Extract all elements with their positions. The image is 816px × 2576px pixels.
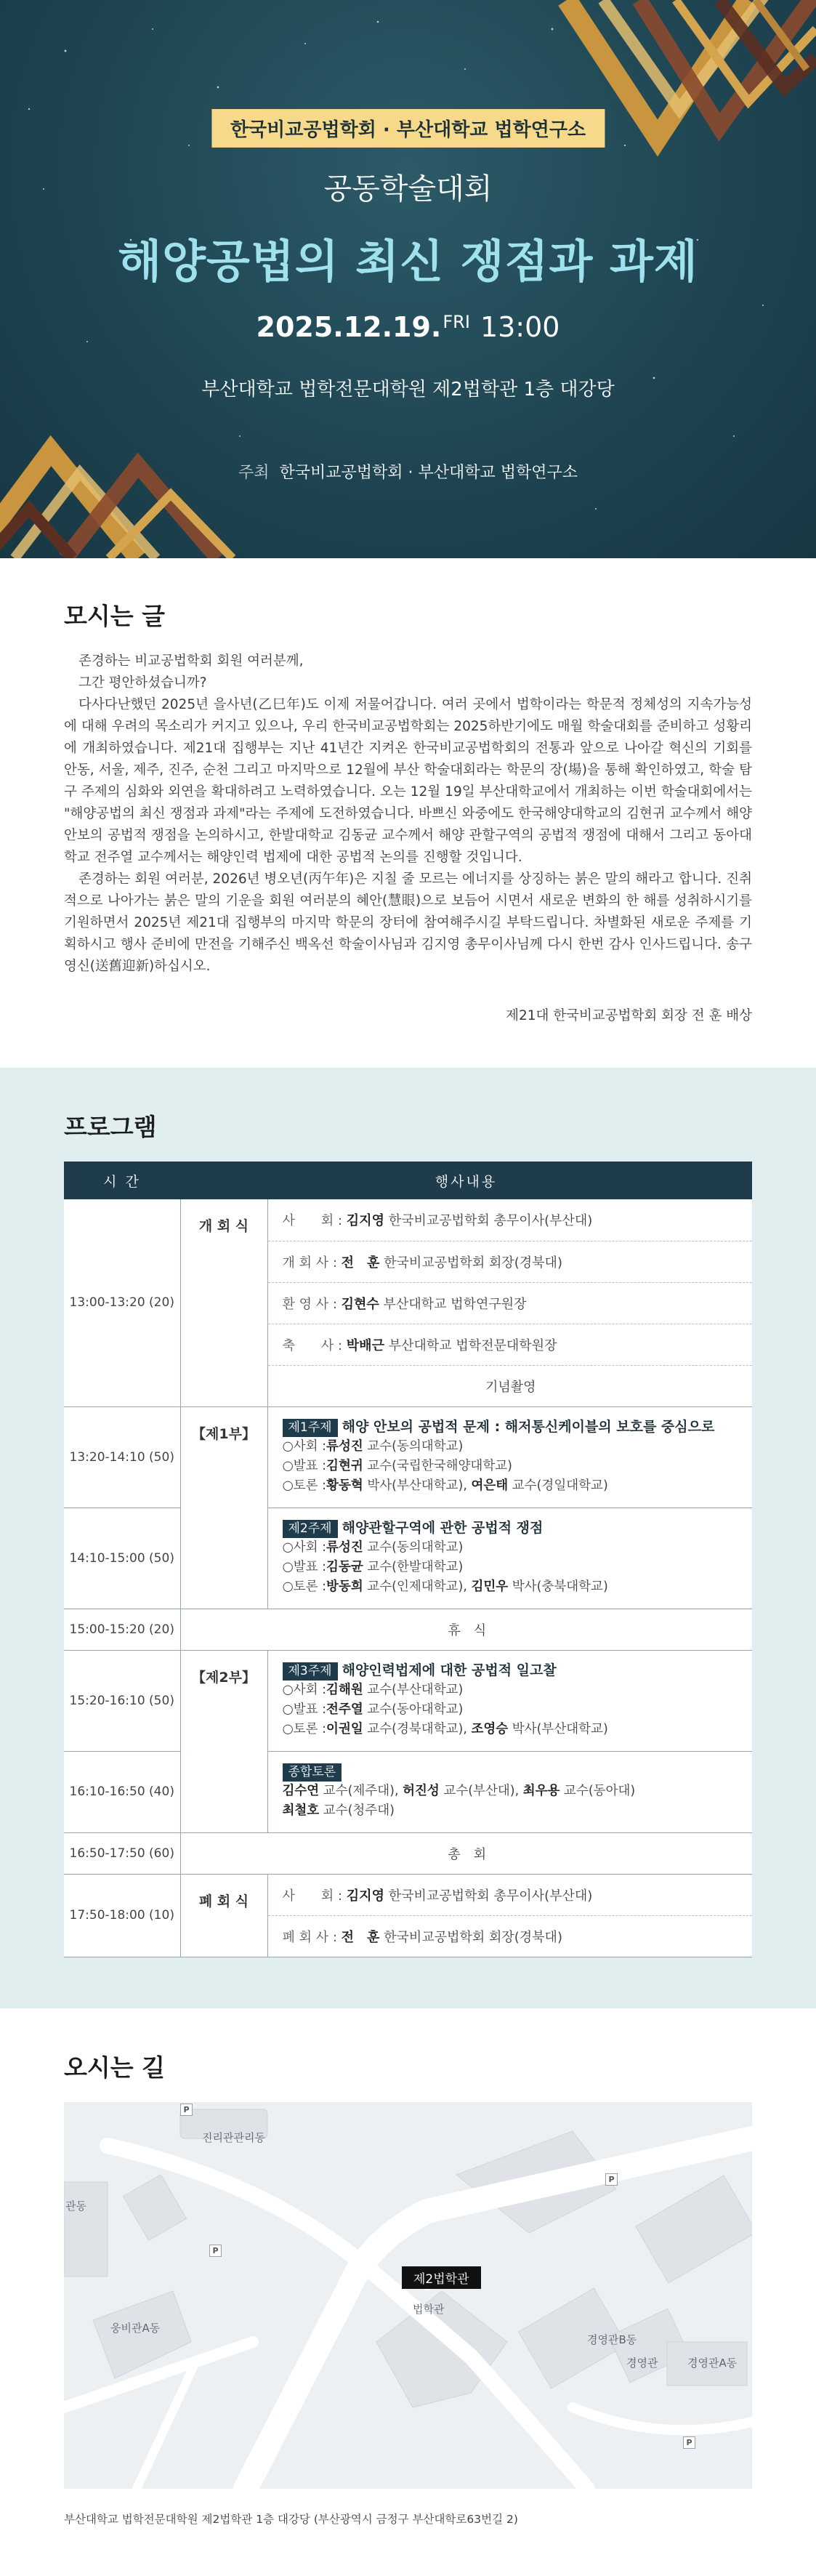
map-label-beophak: 법학관 [413, 2302, 445, 2316]
hero-banner [0, 0, 816, 558]
discussant-line: ○토론 :방동희 교수(인제대학교), 김민우 박사(충북대학교) [282, 1579, 608, 1594]
directions-title: 오시는 길 [64, 2053, 166, 2082]
event-time: 13:00 [480, 311, 560, 343]
role-line: 축 사 : 박배근 부산대학교 법학전문대학원장 [267, 1324, 752, 1365]
time-cell: 14:10-15:00 (50) [64, 1508, 180, 1609]
session-cell: 【제2부】 [180, 1650, 267, 1832]
organizer-badge: 한국비교공법학회 · 부산대학교 법학연구소 [211, 109, 605, 148]
parking-icon: P [209, 2245, 222, 2257]
topic-title: 해양인력법제에 대한 공법적 일고찰 [342, 1662, 557, 1678]
map-label-ungbi: 웅비관A동 [110, 2321, 161, 2335]
topic-tag: 제2주제 [283, 1520, 338, 1538]
topic-tag: 제1주제 [283, 1419, 338, 1437]
event-datetime [0, 311, 816, 343]
parking-icon: P [180, 2104, 193, 2116]
photo-session: 기념촬영 [267, 1365, 752, 1406]
table-row [64, 1609, 752, 1650]
topic-tag: 종합토론 [283, 1763, 342, 1782]
campus-map[interactable] [64, 2102, 752, 2489]
program-table [64, 1162, 752, 1957]
topic-cell [267, 1650, 752, 1751]
header-time: 시 간 [64, 1162, 180, 1199]
host-label: 주최 [238, 464, 270, 482]
map-label-kyungyeong-b: 경영관B동 [587, 2333, 637, 2346]
event-day-of-week: FRI [443, 312, 470, 332]
moderator-line: ○사회 :류성진 교수(동의대학교) [282, 1539, 464, 1555]
program-section [0, 1068, 816, 2008]
greeting-paragraph-1: 다사다난했던 2025년 을사년(乙巳年)도 이제 저물어갑니다. 여러 곳에서 법학이라는 학문적 정체성의 지속가능성에 대해 우려의 목소리가 커지고 있으나, 우리 한국비교공법학회는 2025하반기에도 매월 학술대회를 준비하고 성황리에 개최하였습니다. 제21대 집행부는 지난 41년간 지켜온 한국비교공법학회의 전통과 앞으로 나아갈 혁신의 기회를 안동, 서울, 제주, 진주, 순천 그리고 마지막으로 12월에 부산 학술대회라는 학문의 장(場)을 통해 확인하였고, 학술 탐구 주제의 심화와 외연을 확대하려고 노력하였습니다. 오는 12월 19일 부산대학교에서 개최하는 이번 학술대회에서는 "해양공법의 최신 쟁점과 과제"라는 주제에 도전하였습니다. 바쁘신 와중에도 한국해양대학교의 김현귀 교수께서 해양안보의 공법적 쟁점을 논의하시고, 한발대학교 김동균 교수께서 해양 관할구역의 공법적 쟁점에 대해서 그리고 동아대학교 전주열 교수께서는 해양인력 법제에 대한 공법적 논의를 진행할 것입니다. [64, 697, 752, 865]
topic-cell [267, 1508, 752, 1609]
venue-marker[interactable]: 제2법학관 [402, 2266, 481, 2289]
table-row [64, 1874, 752, 1915]
break-cell: 휴 식 [180, 1609, 752, 1650]
parking-icon: P [605, 2173, 618, 2186]
time-cell: 17:50-18:00 (10) [64, 1874, 180, 1957]
role-line: 개 회 사 : 전 훈 한국비교공법학회 회장(경북대) [267, 1241, 752, 1282]
time-cell: 15:00-15:20 (20) [64, 1609, 180, 1650]
discussant-line: ○토론 :황동혁 박사(부산대학교), 여은태 교수(경일대학교) [282, 1478, 608, 1493]
presenter-line: ○발표 :전주열 교수(동아대학교) [282, 1702, 464, 1717]
topic-cell [267, 1406, 752, 1508]
time-cell: 16:50-17:50 (60) [64, 1832, 180, 1874]
topic-title: 해양관할구역에 관한 공법적 쟁점 [342, 1519, 544, 1536]
time-cell: 16:10-16:50 (40) [64, 1751, 180, 1832]
topic-title: 해양 안보의 공법적 문제 : 해저통신케이블의 보호를 중심으로 [342, 1418, 715, 1435]
greeting-section [0, 558, 816, 1068]
host-organizations: 한국비교공법학회 · 부산대학교 법학연구소 [279, 464, 578, 482]
parking-icon: P [683, 2436, 695, 2449]
table-row [64, 1650, 752, 1751]
greeting-salutation: 존경하는 비교공법학회 회원 여러분께, [78, 653, 304, 669]
table-row [64, 1406, 752, 1508]
map-drawing [64, 2102, 752, 2489]
presenter-line: ○발표 :김현귀 교수(국립한국해양대학교) [282, 1458, 512, 1473]
time-cell: 15:20-16:10 (50) [64, 1650, 180, 1751]
session-cell: 폐 회 식 [180, 1874, 267, 1957]
event-date: 2025.12.19. [256, 311, 442, 343]
header-content: 행사내용 [180, 1162, 752, 1199]
table-header-row [64, 1162, 752, 1199]
session-cell: 개 회 식 [180, 1199, 267, 1406]
table-row [64, 1751, 752, 1832]
presenter-line: ○발표 :김동균 교수(한발대학교) [282, 1559, 464, 1574]
moderator-line: ○사회 :김해원 교수(부산대학교) [282, 1682, 464, 1697]
map-label-gwandong: 관동 [65, 2199, 86, 2213]
table-row [64, 1508, 752, 1609]
venue-address: 부산대학교 법학전문대학원 제2법학관 1층 대강당 (부산광역시 금정구 부산대학로63번길 2) [64, 2512, 518, 2526]
event-host [0, 460, 816, 483]
role-line: 폐 회 사 : 전 훈 한국비교공법학회 회장(경북대) [267, 1915, 752, 1957]
event-venue: 부산대학교 법학전문대학원 제2법학관 1층 대강당 [201, 379, 615, 401]
role-line: 사 회 : 김지영 한국비교공법학회 총무이사(부산대) [267, 1199, 752, 1241]
time-cell: 13:20-14:10 (50) [64, 1406, 180, 1508]
directions-section [0, 2008, 816, 2556]
role-line: 사 회 : 김지영 한국비교공법학회 총무이사(부산대) [267, 1874, 752, 1915]
greeting-title: 모시는 글 [64, 602, 166, 630]
session-cell: 【제1부】 [180, 1406, 267, 1609]
discussion-panel-line: 김수연 교수(제주대), 허진성 교수(부산대), 최우용 교수(동아대) [282, 1783, 636, 1798]
greeting-signature: 제21대 한국비교공법학회 회장 전 훈 배상 [506, 1008, 752, 1023]
program-title: 프로그램 [64, 1113, 157, 1141]
time-cell: 13:00-13:20 (20) [64, 1199, 180, 1406]
moderator-line: ○사회 :류성진 교수(동의대학교) [282, 1438, 464, 1454]
map-label-kyungyeong: 경영관 [626, 2356, 658, 2370]
table-row [64, 1832, 752, 1874]
map-label-kyungyeong-a: 경영관A동 [687, 2356, 738, 2370]
event-subtitle: 공동학술대회 [323, 172, 493, 206]
role-line: 환 영 사 : 김현수 부산대학교 법학연구원장 [267, 1282, 752, 1324]
assembly-cell: 총 회 [180, 1832, 752, 1874]
topic-tag: 제3주제 [283, 1662, 338, 1681]
discussant-line: ○토론 :이권일 교수(경북대학교), 조영승 박사(부산대학교) [282, 1721, 608, 1736]
discussion-cell [267, 1751, 752, 1832]
greeting-paragraph-2: 존경하는 회원 여러분, 2026년 병오년(丙午年)은 지칠 줄 모르는 에너지를 상징하는 붉은 말의 해라고 합니다. 진취적으로 나아가는 붉은 말의 기운을 회원 여러분의 혜안(慧眼)으로 보듬어 시면서 새로운 변화의 한 해를 성취하시기를 기원하면서 2025년 제21대 집행부의 마지막 학문의 장터에 참여해주시길 부탁드립니다. 차별화된 새로운 주제를 기획하시고 행사 준비에 만전을 기해주신 백옥선 학술이사님과 김지영 총무이사님께 다시 한번 감사 인사드립니다. 송구영신(送舊迎新)하십시오. [64, 872, 752, 974]
table-row [64, 1199, 752, 1241]
event-title: 해양공법의 최신 쟁점과 과제 [118, 235, 698, 288]
discussion-panel-line: 최철호 교수(청주대) [282, 1803, 395, 1818]
greeting-salutation-2: 그간 평안하셨습니까? [78, 675, 207, 691]
map-label-jinriwan: 진리관관리동 [202, 2130, 265, 2144]
